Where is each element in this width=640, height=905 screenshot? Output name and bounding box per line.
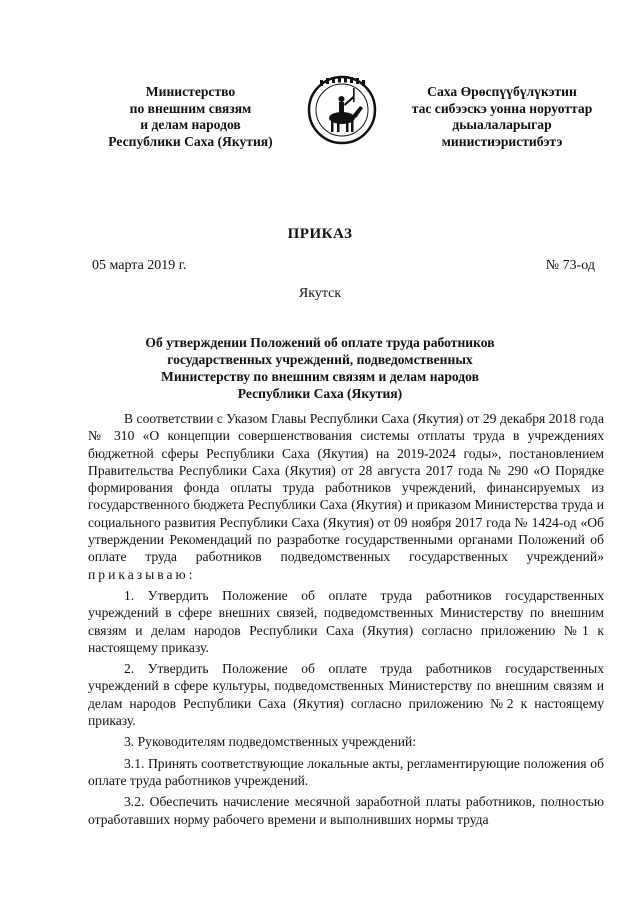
ministry-name-russian [88,84,293,150]
document-title: ПРИКАЗ [287,226,353,242]
coat-of-arms-icon [306,74,378,146]
order-item: 1. Утвердить Положение об оплате труда работников государственных учреждений в сфере внешних связей, подведомственных Министерству по внешним связям и делам народов Республики Саха (Якутия) согласно приложению №1 к настоящему приказу. [88,587,604,655]
order-item: 3.2. Обеспечить начисление месячной заработной платы работников, полностью отработавших норму рабочего времени и выполнивших нормы труда [88,794,604,827]
order-subject [130,334,510,402]
ministry-line: дьыалаларыгар [452,117,552,132]
subject-line: государственных учреждений, подведомственных [167,352,473,367]
document-city: Якутск [298,286,342,301]
ministry-line: по внешним связям [129,100,252,116]
ministry-line: и делам народов [140,117,241,132]
ministry-line: Саха Өрөспүүбүлүкэтин [427,84,577,99]
order-item: 3. Руководителям подведомственных учреждений: [124,734,417,750]
subject-line: Министерству по внешним связям и делам народов [161,369,479,384]
order-body [88,410,604,828]
subject-line: Об утверждении Положений об оплате труда работников [145,335,495,350]
ministry-line: министиэристибэтэ [441,133,563,149]
ministry-line: Министерство [145,84,236,99]
order-word: приказываю: [88,566,196,582]
ministry-name-yakut [392,84,612,150]
order-item: 2. Утвердить Положение об оплате труда работников государственных учреждений в сфере культуры, подведомственных Министерству по внешним связям и делам народов Республики Саха (Якутия) согласно приложению №2 к настоящему приказу. [88,661,604,729]
ministry-line: Республики Саха (Якутия) [108,133,273,149]
ministry-line: тас сибээскэ уонна норуоттар [411,100,593,116]
document-date: 05 марта 2019 г. [92,258,187,273]
preamble-text: В соответствии с Указом Главы Республики Саха (Якутия) от 29 декабря 2018 года № 310 «О концепции совершенствования системы отплаты труда в учреждениях бюджетной сферы Республики Саха (Якутия) на 2019-2024 годы», постановлением Правительства Республики Саха (Якутия) от 28 августа 2017 года № 290 «О Порядке формирования фонда оплаты труда работников учреждений, финансируемых из государственного бюджета Республики Саха (Якутия) и приказом Министерства труда и социального развития Республики Саха (Якутия) от 09 ноября 2017 года № 1424-од «Об утверждении Рекомендаций по разработке государственными органами Положений об оплате труда работников подведомственных государственных учреждений» [88,411,604,565]
document-number: № 73-од [545,258,595,273]
preamble-paragraph [88,410,604,583]
order-item: 3.1. Принять соответствующие локальные акты, регламентирующие положения об оплате труда работников учреждений. [88,755,604,788]
subject-line: Республики Саха (Якутия) [237,386,403,401]
